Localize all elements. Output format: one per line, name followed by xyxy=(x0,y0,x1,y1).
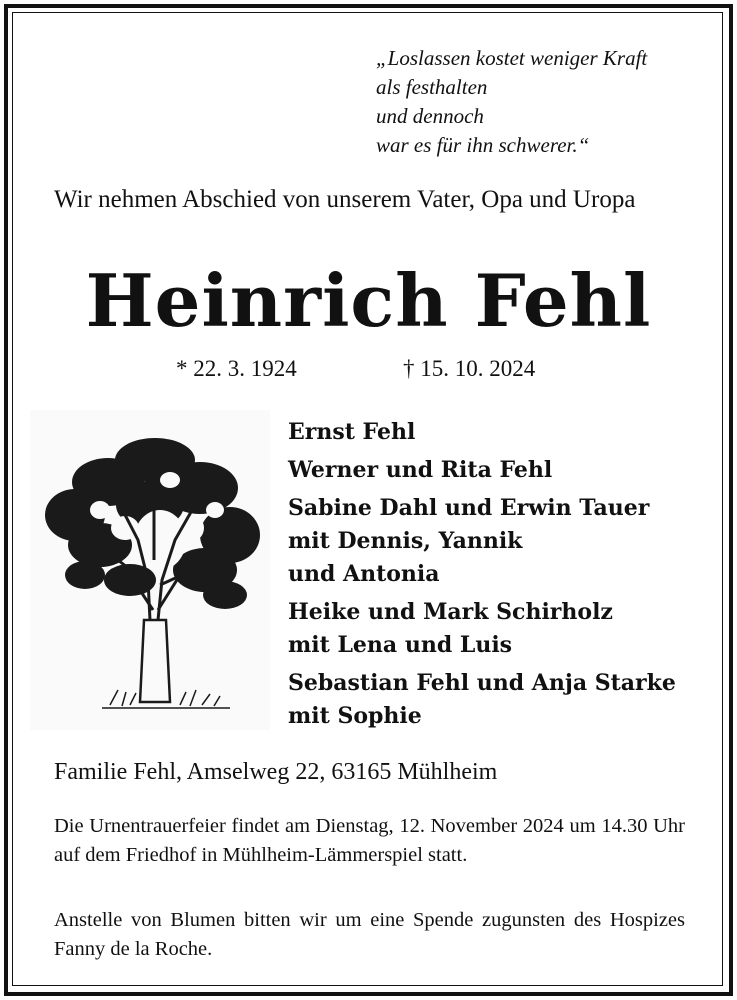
quote-line: „Loslassen kostet weniger Kraft xyxy=(376,46,648,70)
family-line: mit Lena und Luis xyxy=(288,632,513,658)
deceased-name: Heinrich Fehl xyxy=(85,258,652,343)
quote-line: und dennoch xyxy=(376,104,484,128)
family-line: mit Sophie xyxy=(288,703,422,729)
family-group xyxy=(288,596,676,662)
family-line: Ernst Fehl xyxy=(288,419,416,445)
family-line: Sabine Dahl und Erwin Tauer xyxy=(288,495,650,521)
family-group xyxy=(288,454,676,487)
donation-text: Anstelle von Blumen bitten wir um eine Spende zugunsten des Hospizes Fanny de la Roche. xyxy=(54,909,685,960)
birth-date: * 22. 3. 1924 xyxy=(176,356,297,381)
quote-block xyxy=(376,44,647,160)
family-line: Sebastian Fehl und Anja Starke xyxy=(288,670,676,696)
family-group xyxy=(288,667,676,733)
quote-line: als festhalten xyxy=(376,75,488,99)
family-list xyxy=(288,416,676,738)
family-group xyxy=(288,492,676,591)
intro-text: Wir nehmen Abschied von unserem Vater, Opa und Uropa xyxy=(54,186,636,213)
tree-icon xyxy=(30,410,270,730)
family-address: Familie Fehl, Amselweg 22, 63165 Mühlheim xyxy=(54,759,498,785)
family-line: und Antonia xyxy=(288,561,440,587)
quote-line: war es für ihn schwerer.“ xyxy=(376,133,590,157)
family-group xyxy=(288,416,676,449)
family-line: mit Dennis, Yannik xyxy=(288,528,523,554)
death-date: † 15. 10. 2024 xyxy=(403,356,536,381)
family-line: Werner und Rita Fehl xyxy=(288,457,553,483)
ceremony-text: Die Urnentrauerfeier findet am Dienstag, 12. November 2024 um 14.30 Uhr auf dem Friedhof in Mühlheim-Lämmerspiel statt. xyxy=(54,815,685,866)
family-line: Heike und Mark Schirholz xyxy=(288,599,613,625)
